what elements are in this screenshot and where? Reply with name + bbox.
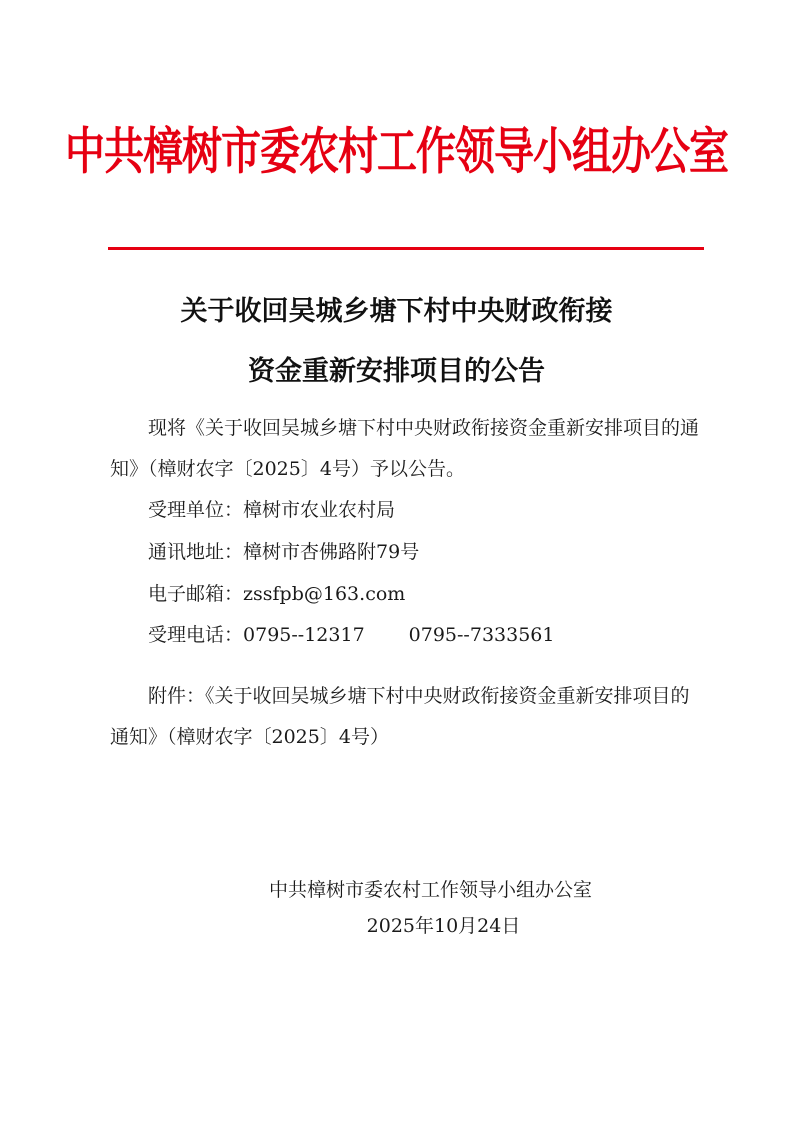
document-title-line-2: 资金重新安排项目的公告	[248, 356, 545, 387]
document-title-line-1: 关于收回吴城乡塘下村中央财政衔接	[180, 296, 613, 327]
email-label: 电子邮箱：	[148, 583, 244, 605]
phone-line	[148, 615, 554, 656]
attachment-paragraph: 附件：《关于收回吴城乡塘下村中央财政衔接资金重新安排项目的通知》（樟财农字〔2025〕4号）	[110, 685, 690, 748]
mailing-address-line	[148, 532, 419, 573]
accepting-unit-value: 樟树市农业农村局	[243, 499, 396, 521]
mailing-address-value: 樟树市杏佛路附79号	[243, 541, 420, 563]
phone-label: 受理电话：	[148, 624, 244, 646]
phone-number-1: 0795--12317	[243, 624, 365, 646]
accepting-unit-label: 受理单位：	[148, 499, 244, 521]
phone-number-2: 0795--7333561	[408, 624, 555, 646]
mailing-address-label: 通讯地址：	[148, 541, 244, 563]
issuer-header: 中共樟树市委农村工作领导小组办公室	[65, 122, 728, 181]
signature-organization: 中共樟树市委农村工作领导小组办公室	[268, 879, 592, 901]
accepting-unit-line	[148, 490, 395, 531]
email-line	[148, 574, 405, 615]
red-divider-line	[108, 247, 704, 250]
email-value: zssfpb@163.com	[243, 583, 406, 605]
signature-date: 2025年10月24日	[366, 915, 521, 937]
notice-paragraph: 现将《关于收回吴城乡塘下村中央财政衔接资金重新安排项目的通知》（樟财农字〔2025〕4号）予以公告。	[110, 417, 700, 480]
